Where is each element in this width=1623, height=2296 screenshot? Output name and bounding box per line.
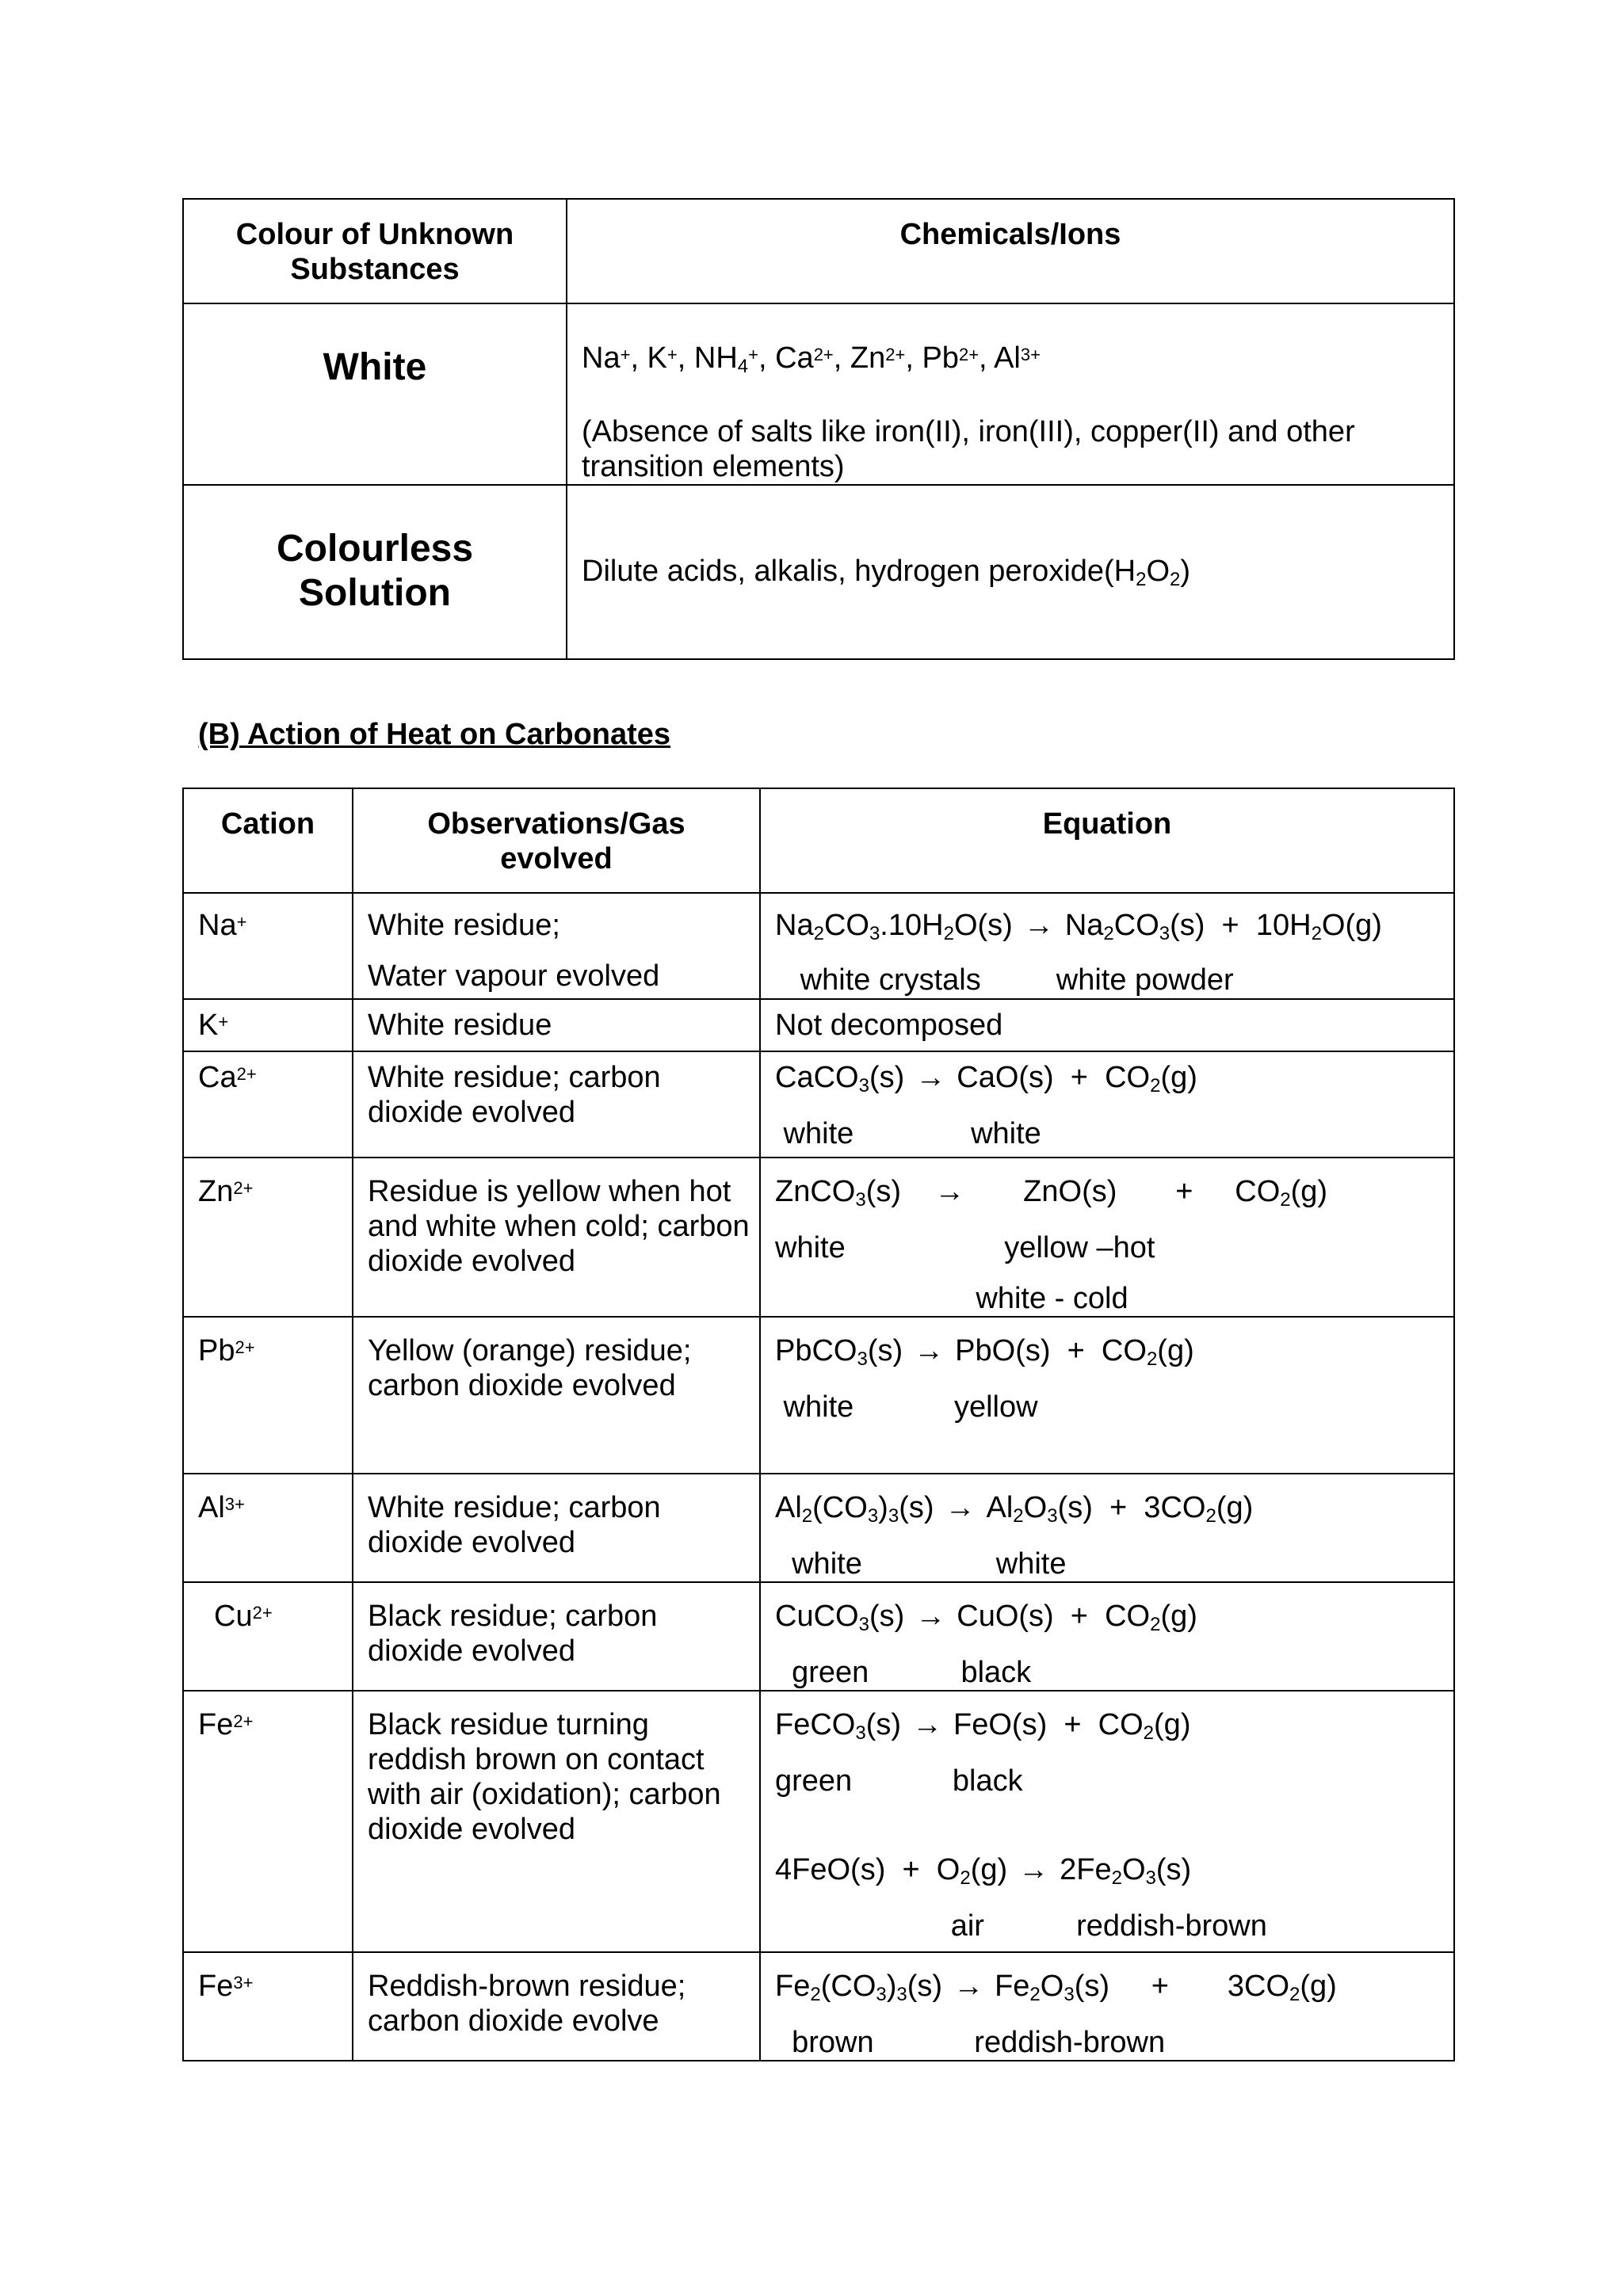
equation-labels: brown reddish-brown <box>775 2026 1166 2059</box>
header-chemicals: Chemicals/Ions <box>567 199 1454 303</box>
obs-cell: White residue <box>353 999 760 1051</box>
obs-cell: Yellow (orange) residue; carbon dioxide evolved <box>353 1317 760 1474</box>
equation: ZnCO$_3$(s) → ZnO(s) + $CO_2(g)$ <box>775 1175 1328 1211</box>
cation-cell: $Cu^{2+}$ <box>183 1582 353 1691</box>
colour-label: Colourless Solution <box>276 528 474 614</box>
cation-cell: Na+ <box>183 893 353 999</box>
colour-label: White <box>323 346 427 388</box>
cation-cell: $Fe^{2+}$ <box>183 1691 353 1952</box>
eq-cell <box>760 1474 1454 1582</box>
absence-note: (Absence of salts like iron(II), iron(III), copper(II) and other transition elements) <box>582 415 1355 483</box>
table-row <box>183 1474 1454 1582</box>
obs-cell: White residue; carbon dioxide evolved <box>353 1051 760 1158</box>
eq-cell <box>760 1582 1454 1691</box>
section-title: (B) Action of Heat on Carbonates <box>198 718 671 751</box>
equation: PbCO$_3$(s) → $PbO(s) + CO_2(g)$ <box>775 1334 1194 1370</box>
eq-cell <box>760 1051 1454 1158</box>
obs-cell: Reddish-brown residue; carbon dioxide evolve <box>353 1952 760 2061</box>
equation-labels: green black <box>775 1656 1032 1689</box>
equation-labels: green black <box>775 1764 1023 1798</box>
chem-list: Dilute acids, alkalis, hydrogen $peroxide(H_2O_2)$ <box>582 555 1191 590</box>
eq-cell <box>760 1691 1454 1952</box>
equation: CaCO$_3$(s) → $CaO(s) + CO_2(g)$ <box>775 1061 1197 1097</box>
table-row <box>183 999 1454 1051</box>
table-row <box>183 1582 1454 1691</box>
eq-cell <box>760 1158 1454 1317</box>
equation-labels: white white <box>775 1117 1041 1150</box>
cation-cell: $Fe^{3+}$ <box>183 1952 353 2061</box>
equation-labels: white yellow –hot <box>775 1231 1155 1264</box>
colour-white-cell <box>183 303 567 485</box>
table-row <box>183 1158 1454 1317</box>
equation: $Al_2(CO_3)_3(s) \to Al_2O_3(s) + 3CO_2(g)$ <box>775 1491 1254 1527</box>
obs-text: White residue; <box>368 909 560 942</box>
equation: $Fe_2(CO_3)_3(s) \to Fe_2O_3(s)$ + $3CO_2(g)$ <box>775 1970 1337 2005</box>
equation-labels: white - cold <box>775 1282 1128 1315</box>
equation: $Na_2CO_3.10H_2O(s) \to Na_2CO_3(s) + 10H_2O(g)$ <box>775 909 1382 944</box>
obs-cell <box>353 893 760 999</box>
cation-cell: $Pb^{2+}$ <box>183 1317 353 1474</box>
eq-cell <box>760 893 1454 999</box>
table-row <box>183 1691 1454 1952</box>
equation: $4FeO(s) + O_2(g) \to 2Fe_2O_3(s)$ <box>775 1853 1192 1889</box>
obs-cell: White residue; carbon dioxide evolved <box>353 1474 760 1582</box>
eq-cell <box>760 1317 1454 1474</box>
equation: FeCO$_3$(s) → $FeO(s) + CO_2(g)$ <box>775 1708 1191 1744</box>
cation-cell: $Al^{3+}$ <box>183 1474 353 1582</box>
obs-cell: Residue is yellow when hot and white when cold; carbon dioxide evolved <box>353 1158 760 1317</box>
table-row <box>183 1051 1454 1158</box>
equation-labels: air reddish-brown <box>775 1909 1267 1943</box>
obs-cell: Black residue turning reddish brown on contact with air (oxidation); carbon dioxide evolved <box>353 1691 760 1952</box>
carbonates-table <box>182 788 1455 2061</box>
obs-cell: Black residue; carbon dioxide evolved <box>353 1582 760 1691</box>
equation-labels: white yellow <box>775 1390 1038 1424</box>
cation-cell: $Ca^{2+}$ <box>183 1051 353 1158</box>
cation-cell: $Zn^{2+}$ <box>183 1158 353 1317</box>
colour-table <box>182 198 1455 660</box>
cation-cell: K+ <box>183 999 353 1051</box>
header-cation: Cation <box>183 788 353 893</box>
table-row <box>183 1952 1454 2061</box>
equation-labels: white crystals white powder <box>775 963 1234 997</box>
ion-list: Na+, K+, $NH_4^+$, $Ca^{2+}$, $Zn^{2+}$, $Pb^{2+}$, $Al^{3+}$ <box>582 341 1041 377</box>
obs-text: Water vapour evolved <box>368 959 660 993</box>
equation: CuCO$_3$(s) → $CuO(s) + CO_2(g)$ <box>775 1600 1197 1635</box>
table-row <box>183 1317 1454 1474</box>
table-row <box>183 893 1454 999</box>
chem-white-cell <box>567 303 1454 485</box>
header-equation: Equation <box>760 788 1454 893</box>
eq-cell <box>760 1952 1454 2061</box>
header-observations: Observations/Gas evolved <box>353 788 760 893</box>
eq-cell: Not decomposed <box>760 999 1454 1051</box>
chem-colourless-cell <box>567 485 1454 659</box>
header-colour: Colour of Unknown Substances <box>183 199 567 303</box>
equation-labels: white white <box>775 1547 1067 1581</box>
colour-colourless-cell <box>183 485 567 659</box>
